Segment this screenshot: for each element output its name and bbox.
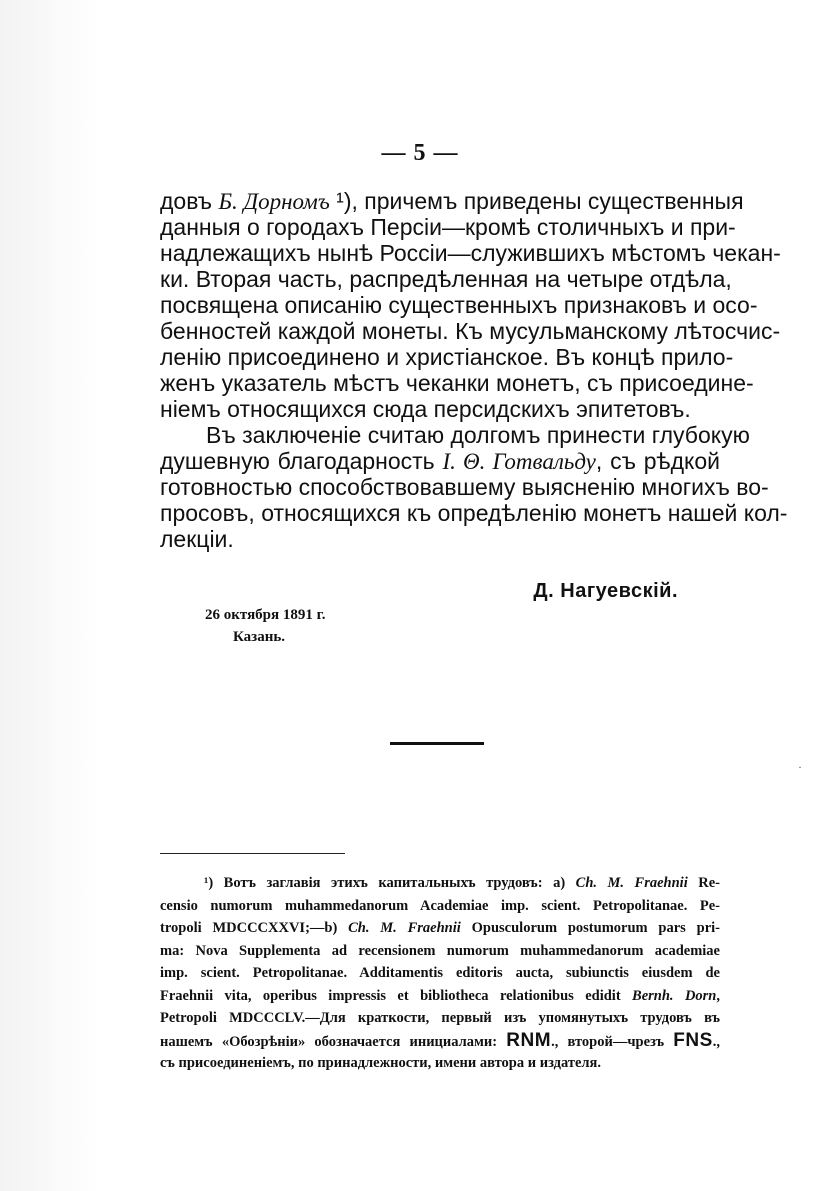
body-line: бенностей каждой монеты. Къ мусульманскому лѣтосчис- [160,318,781,344]
body-line: посвящена описанію существенныхъ признаковъ и осо- [160,292,758,318]
footnote-line: Fraehnii vita, operibus impressis et bibliotheca relationibus edidit Bernh. Dorn, [160,987,720,1004]
footnote-line: нашемъ «Обозрѣніи» обозначается инициалами: RNM., второй—чрезъ FNS., [160,1029,720,1051]
page-edge-shadow [0,0,100,1191]
body-line: ніемъ относящихся сюда персидскихъ эпитетовъ. [160,396,691,422]
body-line: лекціи. [160,526,234,552]
body-line: Въ заключеніе считаю долгомъ принести глубокую [206,422,750,448]
body-line: ки. Вторая часть, распредѣленная на четыре отдѣла, [160,266,732,292]
place-line: Казань. [233,629,286,645]
body-line: ленію присоединено и христіанское. Въ концѣ прило- [160,344,734,370]
margin-mark: · [798,760,802,774]
footnote-line: съ присоединеніемъ, по принадлежности, имени автора и издателя. [160,1055,602,1071]
footnote-line: imp. scient. Petropolitanae. Additamentis editoris aucta, subiunctis eiusdem de [160,965,720,981]
body-line: душевную благодарность І. Θ. Готвальду, съ рѣдкой [160,448,720,474]
section-divider [390,742,484,745]
footnote-line: ¹) Вотъ заглавія этихъ капитальныхъ трудовъ: а) Ch. M. Fraehnii Re- [204,875,720,891]
footnote-line: tropoli MDCCCXXVI;—b) Ch. M. Fraehnii Opusculorum postumorum pars pri- [160,920,720,936]
footnote-line: censio numorum muhammedanorum Academiae imp. scient. Petropolitanae. Pe- [160,897,720,914]
body-line: готовностью способствовавшему выясненію многихъ во- [160,474,769,500]
footnote-line: Petropoli MDCCCLV.—Для краткости, первый изъ упомянутыхъ трудовъ въ [160,1010,720,1026]
body-line: надлежащихъ нынѣ Россіи—служившихъ мѣстомъ чекан- [160,240,781,266]
footnote-line: ma: Nova Supplementa ad recensionem numorum muhammedanorum academiae [160,942,720,959]
body-line: довъ Б. Дорномъ ¹), причемъ приведены существенныя [160,188,744,214]
author-signature: Д. Нагуевскій. [533,580,678,602]
footnote-rule [160,853,345,854]
body-text [160,188,788,552]
body-line: женъ указатель мѣстъ чеканки монетъ, съ присоедине- [160,370,754,396]
date-place-block [205,604,326,648]
body-line: просовъ, относящихся къ опредѣленію монетъ нашей кол- [160,500,788,526]
footnote [160,872,720,1075]
date-line: 26 октября 1891 г. [205,607,326,623]
body-line: данныя о городахъ Персіи—кромѣ столичныхъ и при- [160,214,736,240]
page-number: — 5 — [381,140,459,166]
